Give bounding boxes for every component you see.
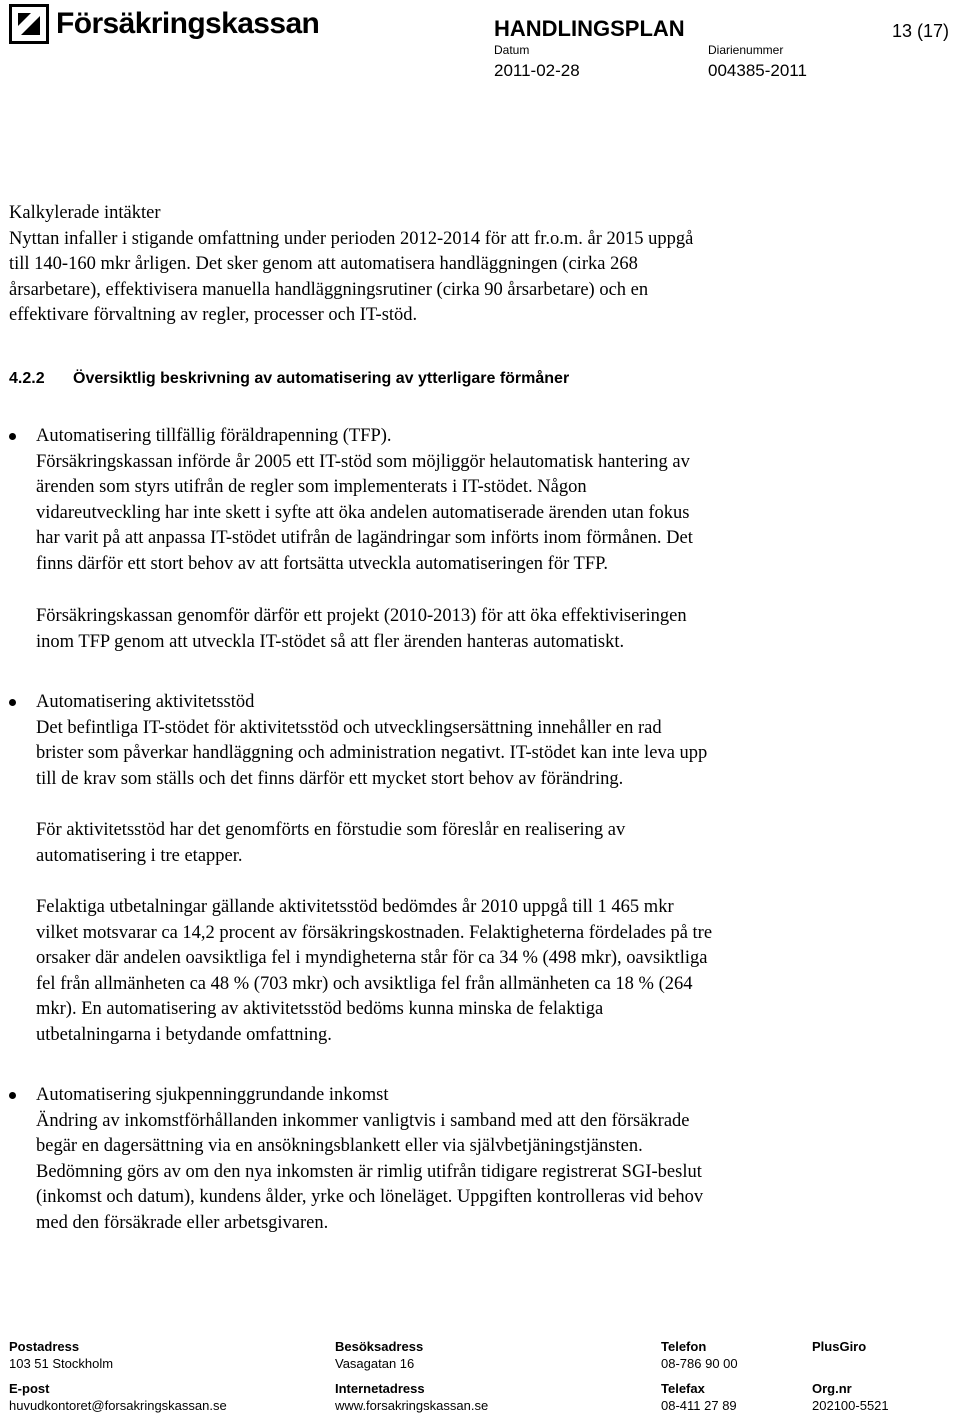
bullet-marker (9, 1092, 16, 1099)
paragraph-line: inom TFP genom att utveckla IT-stödet så att fler ärenden hanteras automatiskt. (36, 631, 625, 652)
paragraph-line: automatisering i tre etapper. (36, 845, 243, 866)
footer-fax-value: 08-411 27 89 (661, 1398, 737, 1413)
organization-name: Försäkringskassan (56, 7, 320, 40)
paragraph-line: Det befintliga IT-stödet för aktivitetsstöd och utvecklingsersättning innehåller en rad (36, 717, 662, 738)
bullet-marker (9, 433, 16, 440)
footer-phone-value: 08-786 90 00 (661, 1356, 738, 1371)
paragraph-line: finns därför ett stort behov av att fortsätta utveckla automatiseringen för TFP. (36, 553, 608, 574)
footer-email-label: E-post (9, 1381, 50, 1396)
footer-postal-value: 103 51 Stockholm (9, 1356, 114, 1371)
bullet-item-sgi (36, 1083, 951, 1236)
footer-visit-value: Vasagatan 16 (335, 1356, 415, 1371)
intro-line: till 140-160 mkr årligen. Det sker genom att automatisera handläggningen (cirka 268 (9, 254, 638, 274)
footer-postal-label: Postadress (9, 1339, 80, 1354)
intro-line: effektivare förvaltning av regler, processer och IT-stöd. (9, 305, 418, 325)
intro-line: årsarbetare), effektivisera manuella handläggningsrutiner (cirka 90 årsarbetare) och en (9, 279, 649, 300)
paragraph-line: utbetalningarna i betydande omfattning. (36, 1024, 332, 1045)
footer-fax-label: Telefax (661, 1381, 705, 1396)
section-title: Översiktlig beskrivning av automatisering av ytterligare förmåner (73, 370, 570, 387)
section-heading (9, 369, 569, 389)
organization-logo (9, 4, 319, 44)
intro-section (9, 201, 949, 329)
paragraph-line: har varit på att anpassa IT-stödet utifrån de lagändringar som införts inom förmånen. Det (36, 528, 693, 548)
reference-label: Diarienummer (708, 43, 784, 57)
paragraph-line: till de krav som ställs och det finns därför ett mycket stort behov av förändring. (36, 768, 624, 789)
bullet-title: Automatisering tillfällig föräldrapenning (TFP). (36, 426, 392, 446)
bullet-item-aktivitetsstod (36, 690, 951, 792)
paragraph-line: (inkomst och datum), kundens ålder, yrke och löneläget. Uppgiften kontrolleras vid behov (36, 1187, 704, 1207)
paragraph-line: fel från allmänheten ca 48 % (703 mkr) och avsiktliga fel från allmänheten ca 18 % (264 (36, 973, 693, 994)
paragraph-line: med den försäkrade eller arbetsgivaren. (36, 1212, 329, 1233)
footer-web-value[interactable]: www.forsakringskassan.se (335, 1398, 489, 1413)
intro-line: Nyttan infaller i stigande omfattning under perioden 2012-2014 för att fr.o.m. år 2015 uppgå (9, 228, 694, 249)
date-value: 2011-02-28 (494, 61, 580, 80)
bullet-title: Automatisering sjukpenninggrundande inkomst (36, 1085, 389, 1105)
reference-value: 004385-2011 (708, 61, 807, 80)
paragraph-line: Felaktiga utbetalningar gällande aktivitetsstöd bedömdes år 2010 uppgå till 1 465 mkr (36, 897, 674, 917)
logo-emblem-icon (9, 4, 49, 44)
paragraph (36, 818, 951, 869)
paragraph-line: brister som påverkar handläggning och administration negativt. IT-stödet kan inte leva upp (36, 743, 708, 763)
date-label: Datum (494, 43, 530, 57)
paragraph-line: För aktivitetsstöd har det genomförts en förstudie som föreslår en realisering av (36, 820, 626, 840)
footer-orgnr-value: 202100-5521 (812, 1398, 889, 1413)
footer-phone-label: Telefon (661, 1339, 707, 1354)
intro-heading: Kalkylerade intäkter (9, 203, 161, 223)
paragraph-line: orsaker där andelen oavsiktliga fel i myndigheterna står för ca 34 % (498 mkr), oavsiktliga (36, 948, 708, 968)
footer-orgnr-label: Org.nr (812, 1381, 852, 1396)
bullet-item-tfp (36, 424, 951, 577)
paragraph-line: mkr). En automatisering av aktivitetsstöd bedöms kunna minska de felaktiga (36, 999, 604, 1019)
section-number: 4.2.2 (9, 370, 45, 387)
page-number: 13 (17) (892, 21, 950, 41)
paragraph-line: begär en dagersättning via en ansökningsblankett eller via självbetjäningstjänsten. (36, 1136, 643, 1156)
paragraph (36, 895, 951, 1048)
bullet-title: Automatisering aktivitetsstöd (36, 692, 255, 712)
paragraph-line: Bedömning görs av om den nya inkomsten är rimlig utifrån tidigare registrerat SGI-beslut (36, 1161, 702, 1182)
paragraph-line: vidareutveckling har inte skett i syfte att öka andelen automatiserade ärenden utan fokus (36, 502, 690, 523)
paragraph-line: Ändring av inkomstförhållanden inkommer vanligtvis i samband med att den försäkrade (36, 1110, 690, 1131)
paragraph-line: Försäkringskassan genomför därför ett projekt (2010-2013) för att öka effektiviseringen (36, 606, 687, 626)
footer-web-label: Internetadress (335, 1381, 425, 1396)
footer-email-value[interactable]: huvudkontoret@forsakringskassan.se (9, 1398, 227, 1413)
paragraph (36, 604, 951, 655)
paragraph-line: Försäkringskassan införde år 2005 ett IT-stöd som möjliggör helautomatisk hantering av (36, 451, 690, 472)
document-title: HANDLINGSPLAN (494, 16, 685, 41)
paragraph-line: ärenden som styrs utifrån de regler som implementerats i IT-stödet. Någon (36, 477, 587, 497)
footer-visit-label: Besöksadress (335, 1339, 424, 1354)
footer-plusgiro-label: PlusGiro (812, 1339, 867, 1354)
paragraph-line: vilket motsvarar ca 14,2 procent av försäkringskostnaden. Felaktigheterna fördelades på tre (36, 922, 713, 943)
bullet-marker (9, 699, 16, 706)
